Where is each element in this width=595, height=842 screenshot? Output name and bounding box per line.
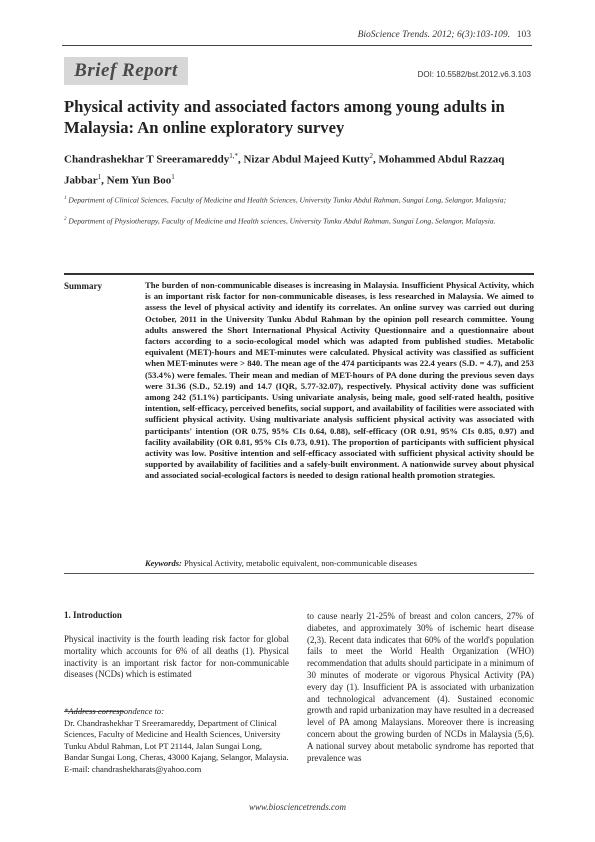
affiliation-text: Department of Clinical Sciences, Faculty of Medicine and Health Sciences, University Tunku Abdul Rahman, Sungai Long, Selangor, Malaysia; [68, 195, 507, 205]
page-number: 103 [516, 30, 531, 40]
author-list: Chandrashekhar T Sreeramareddy$^{1,*}$, Nizar Abdul Majeed Kutty$^2$, Mohammed Abdul Razzaq Jabbar$^1$, Nem Yun Boo$^1$ [64, 152, 505, 187]
article-type-label: Brief Report [74, 60, 178, 81]
body-right-column: to cause nearly 21-25% of breast and colon cancers, 27% of diabetes, and approximately 30% of ischemic heart disease (2,3). Recent data indicates that 60% of the world's population fails to meet the World Health Organization (WHO) recommendation that adults should participate in a minimum of 30 minutes of moderate or vigorous Physical Activity (PA) every day (1). Insufficient PA is associated with urbanization and technological advancement (4). Sustained economic growth and rapid urbanization may have resulted in a decreased level of PA among Malaysians. Moreover there is increasing concern about the growing burden of NCDs in Malaysia (5,6). A national survey about metabolic syndrome has reported that prevalence was [307, 611, 534, 763]
keywords-text: Physical Activity, metabolic equivalent, non-communicable diseases [183, 558, 417, 568]
summary-top-rule [64, 273, 534, 275]
author-name: Nem Yun Boo [106, 174, 172, 187]
footnote-address: Dr. Chandrashekhar T Sreeramareddy, Department of Clinical Sciences, Faculty of Medicine and Health Sciences, University Tunku Abdul Rahman, Lot PT 21144, Jalan Sungai Long, Bandar Sungai Long, Cheras, 43000 Kajang, Selangor, Malaysia. [64, 717, 289, 763]
affiliation-mark: 1 [64, 196, 67, 201]
keywords [145, 558, 534, 568]
body-left-column: Physical inactivity is the fourth leading risk factor for global mortality which accounts for 6% of all deaths (1). Physical inactivity is an important risk factor for non-communicable diseases (NCDs) which is estimated [64, 634, 289, 680]
article-title: Physical activity and associated factors among young adults in Malaysia: An online exploratory survey [64, 97, 505, 137]
keywords-label: Keywords: [145, 558, 182, 568]
author-name: Mohammed Abdul Razzaq Jabbar [64, 153, 505, 187]
affiliation-text: Department of Physiotherapy, Faculty of Medicine and Health sciences, University Tunku Abdul Rahman, Sungai Long, Selangor, Malaysia. [68, 216, 496, 226]
author-affiliation-mark: 1 [97, 172, 102, 181]
affiliation-mark: 2 [64, 217, 67, 222]
author-affiliation-mark: 1,* [229, 152, 238, 160]
header-rule [62, 45, 532, 46]
summary-bottom-rule [64, 573, 534, 574]
journal-url: www.biosciencetrends.com [249, 802, 346, 812]
journal-citation: BioScience Trends. 2012; 6(3):103-109. [357, 30, 510, 40]
correspondence-footnote [64, 706, 289, 776]
article-type-badge [64, 57, 188, 85]
author-name: Nizar Abdul Majeed Kutty [243, 153, 370, 166]
author-name: Chandrashekhar T Sreeramareddy [64, 153, 230, 166]
footnote-email: E-mail: chandrashekharats@yahoo.com [64, 763, 202, 774]
summary-label: Summary [64, 281, 102, 291]
affiliation [64, 215, 534, 227]
doi: DOI: 10.5582/bst.2012.v6.3.103 [417, 70, 531, 79]
footnote-heading: *Address correspondence to: [64, 706, 165, 716]
author-affiliation-mark: 1 [171, 172, 175, 181]
author-affiliation-mark: 2 [369, 152, 373, 160]
summary-text: The burden of non-communicable diseases is increasing in Malaysia. Insufficient Physical Activity, which is an important risk factor for non-communicable diseases, is less researched in Malaysia. We aimed to assess the level of physical activity and identify its correlates. An online survey was carried out during October, 2011 in the University Tunku Abdul Rahman by the opinion poll research committee. Young adults answered the Short International Physical Activity Questionnaire and a questionnaire about factors according to a socio-ecological model which was adapted from published studies. Metabolic equivalent (MET)-hours and MET-minutes were calculated. Physical activity was classified as sufficient when MET-minutes were > 840. The mean age of the 474 participants was 22.4 years (S.D. = 4.7), and 253 (53.4%) were females. Their mean and median of MET-hours of PA done during the previous seven days were 31.36 (S.D., 52.19) and 14.7 (IQR, 5.77-32.07), respectively. Physical activity done was sufficient among 242 (51.1%) participants. Using univariate analysis, being male, good self-rated health, positive intention, self-efficacy, perceived benefits, social support, and availability of facilities were associated with sufficient physical activity. Using multivariate analysis sufficient physical activity was associated with participants' intention (OR 0.75, 95% CIs 0.64, 0.88), self-efficacy (OR 0.91, 95% CIs 0.85, 0.97) and facility availability (OR 0.81, 95% CIs 0.73, 0.91). The proportion of participants with sufficient physical activity was low. Positive intention and self-efficacy associated with sufficient physical activity should be supported by availability of facilities and a safely-built environment. A nationwide survey about physical and associated social-ecological factors is needed to design rational health promotion strategies. [145, 280, 534, 481]
affiliation [64, 194, 534, 206]
section-heading: 1. Introduction [64, 610, 122, 620]
